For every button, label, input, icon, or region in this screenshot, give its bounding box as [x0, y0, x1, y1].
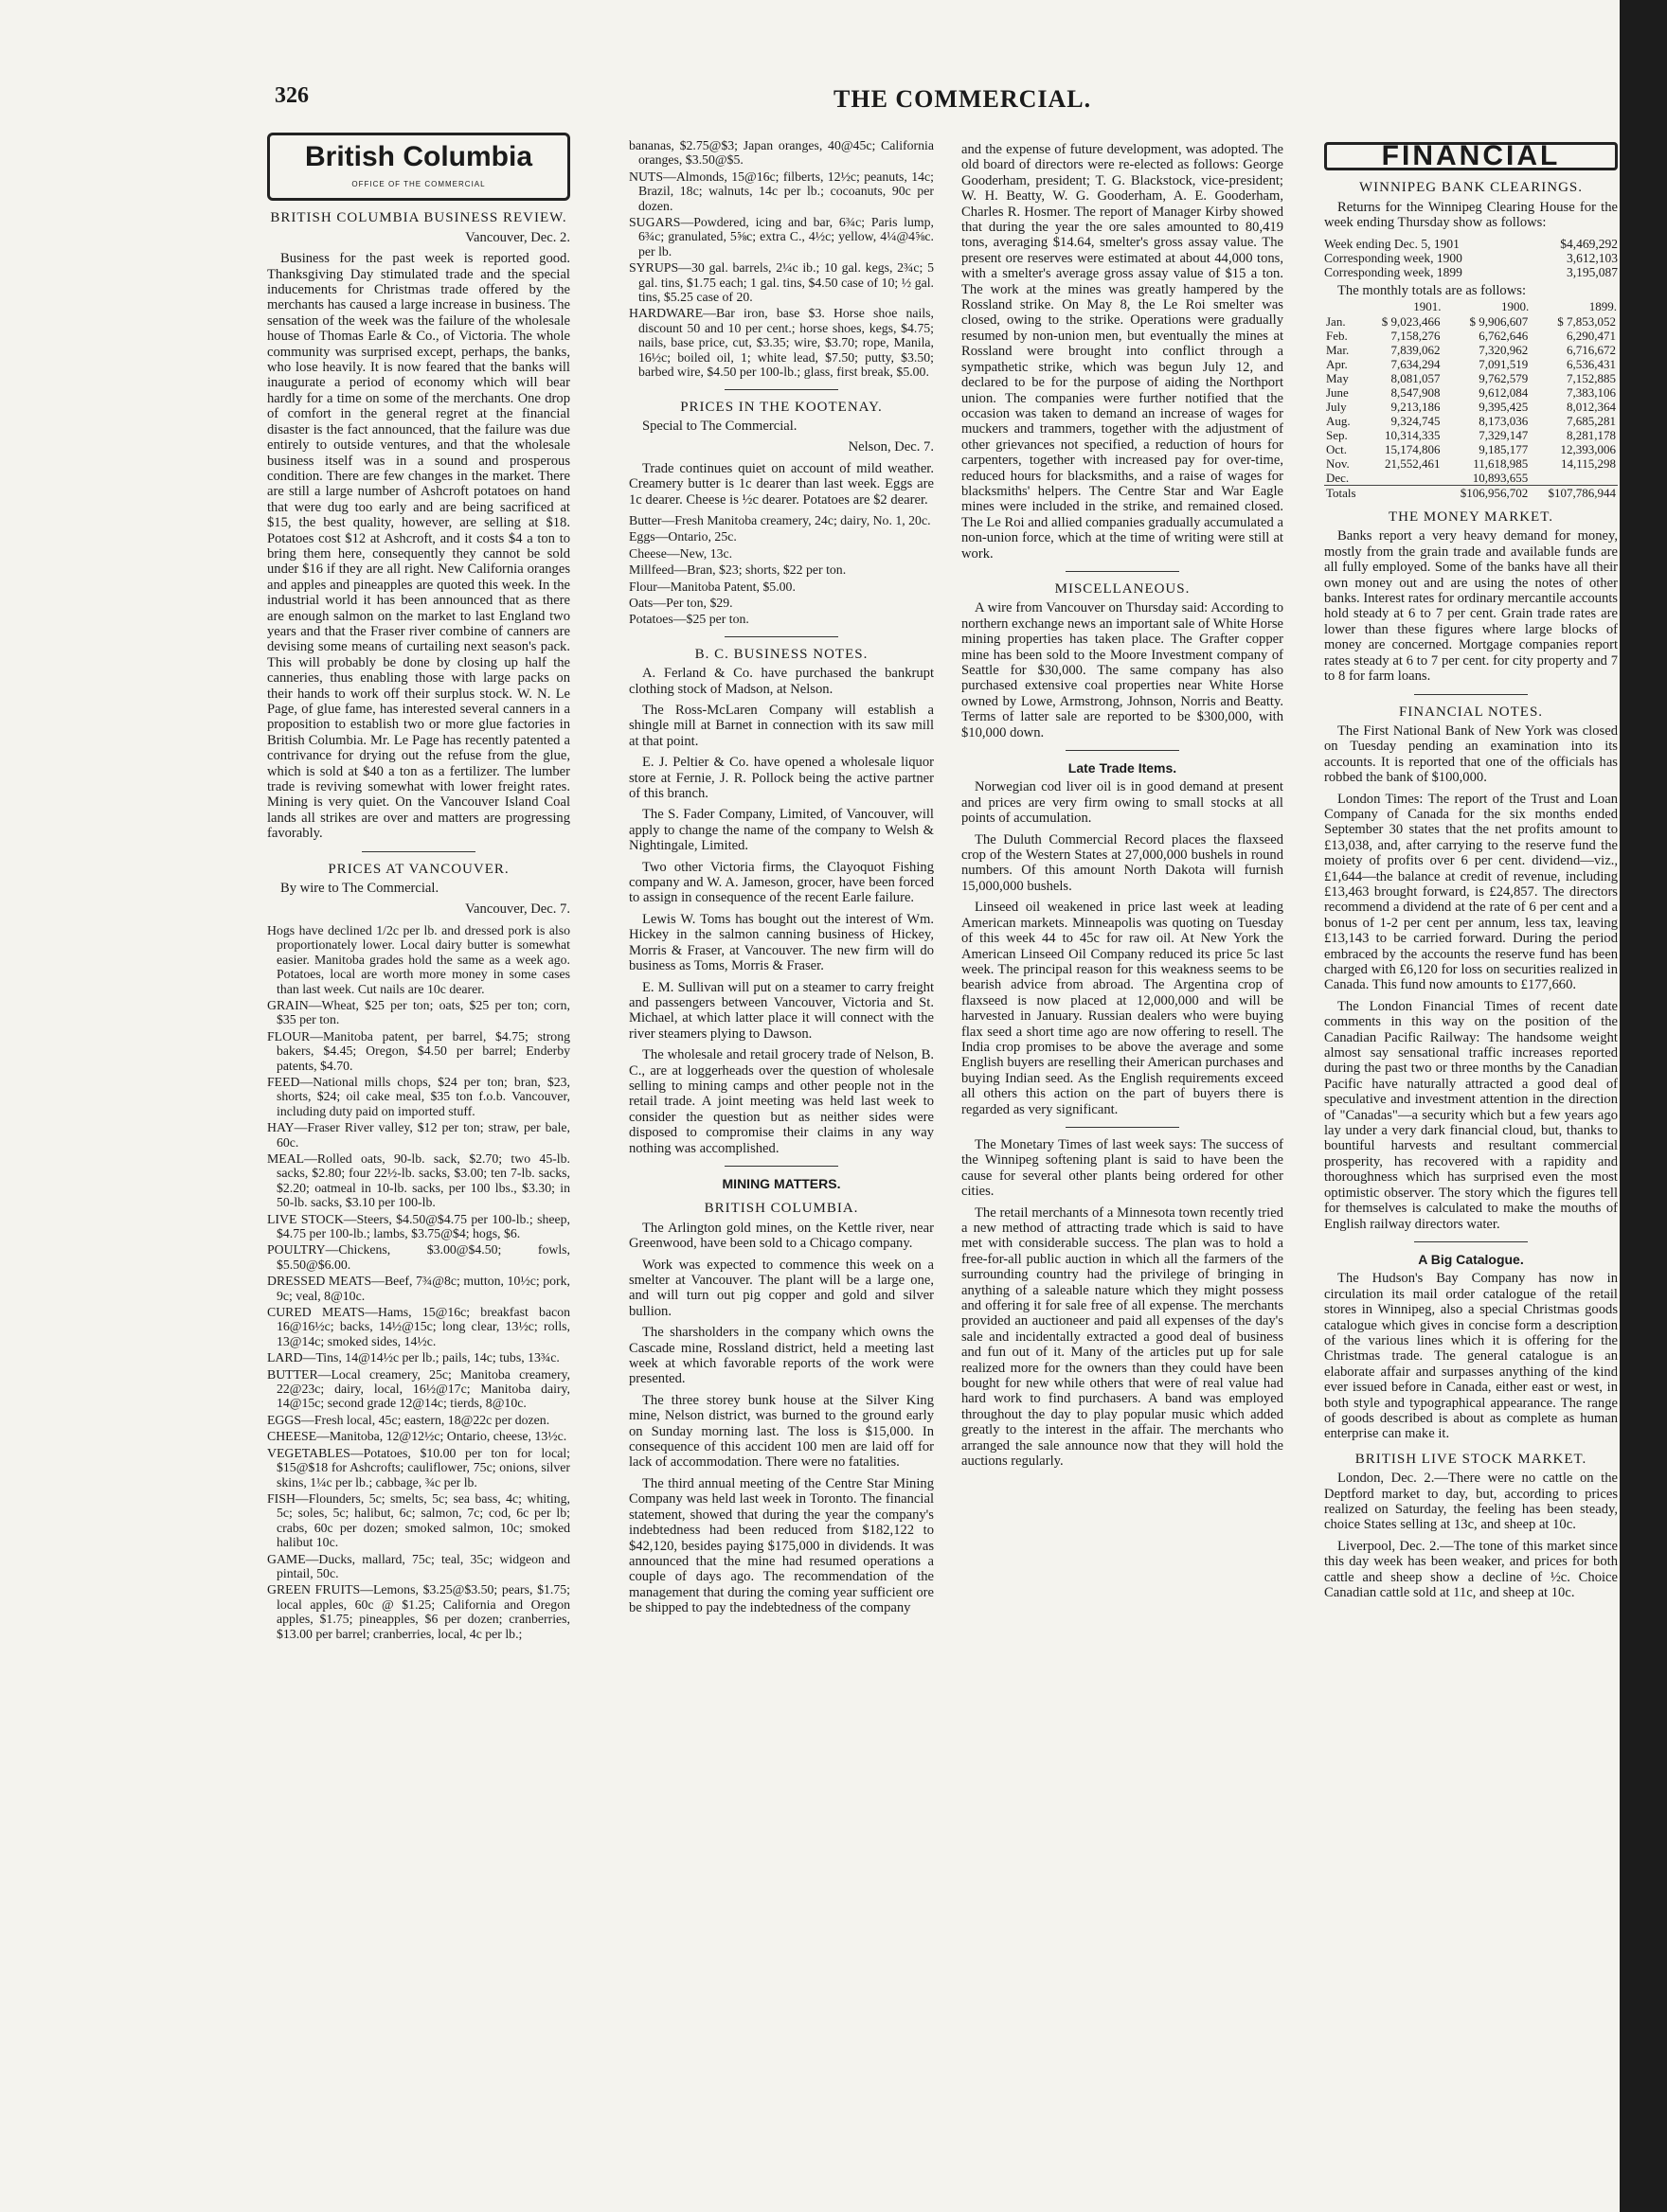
- live-stock-item: London, Dec. 2.—There were no cattle on the Deptford market to day, but, according to prices realized on Saturday, the feeling has been steady, choice States selling at 13c, and sheep at 10c.: [1324, 1471, 1618, 1533]
- business-note: A. Ferland & Co. have purchased the bankrupt clothing stock of Madson, at Nelson.: [629, 666, 934, 697]
- bc-business-notes-title: B. C. BUSINESS NOTES.: [694, 646, 869, 662]
- value-1901: 10,314,335: [1384, 428, 1441, 443]
- table-row: [1324, 265, 1618, 279]
- mining-item: The third annual meeting of the Centre Star Mining Company was held last week in Toronto. The financial statement, showed that during the year the company's indebtedness had been reduced from $182,122 to $42,120, besides paying $175,000 in dividends. It was announced that the mine had resumed operations a couple of days ago. The recommendation of the management that during the coming year sufficient ore be shipped to pay the indebtedness of the company: [629, 1475, 934, 1616]
- vancouver-price-list-continued: [629, 138, 934, 380]
- price-item: GAME—Ducks, mallard, 75c; teal, 35c; widgeon and pintail, 50c.: [267, 1551, 570, 1580]
- kootenay-price-list: [629, 513, 934, 627]
- column-4: [1324, 133, 1618, 1606]
- value-1901: 8,081,057: [1390, 371, 1441, 386]
- miscellaneous-title: MISCELLANEOUS.: [1054, 580, 1191, 597]
- table-row: [1324, 371, 1618, 385]
- price-item: EGGS—Fresh local, 45c; eastern, 18@22c per dozen.: [267, 1412, 550, 1427]
- table-header-row: [1324, 298, 1618, 314]
- price-item: Oats—Per ton, $29.: [629, 595, 733, 610]
- vancouver-prices-title: PRICES AT VANCOUVER.: [328, 861, 510, 877]
- price-item: FLOUR—Manitoba patent, per barrel, $4.75; strong bakers, $4.45; Oregon, $4.50 per barrel; Enderby patents, $4.70.: [267, 1028, 570, 1073]
- page-number: 326: [275, 83, 309, 108]
- table-row: [1324, 471, 1618, 486]
- divider: [1414, 694, 1528, 695]
- price-item: SUGARS—Powdered, icing and bar, 6¾c; Paris lump, 6¾c; granulated, 5⅝c; extra C., 4½c; yellow, 4¼@4⅝c. per lb.: [629, 215, 934, 259]
- kootenay-text: Trade continues quiet on account of mild weather. Creamery butter is 1c dearer than last week. Eggs are 1c dearer. Cheese is ½c dearer. Potatoes are $2 dearer.: [629, 460, 934, 508]
- blank-header: [1324, 298, 1366, 314]
- table-row: [1324, 237, 1618, 251]
- price-item: POULTRY—Chickens, $3.00@$4.50; fowls, $5.50@$6.00.: [267, 1242, 570, 1272]
- week-value: $4,469,292: [1560, 236, 1618, 251]
- business-note: The Ross-McLaren Company will establish a shingle mill at Barnet in connection with its saw mill at that point.: [629, 703, 934, 749]
- table-row: [1324, 442, 1618, 456]
- month: Jan.: [1326, 314, 1346, 330]
- live-stock-item: Liverpool, Dec. 2.—The tone of this market since this day week has been weaker, and prices for both cattle and sheep show a decline of ½c. Choice Canadian cattle sold at 11c, and sheep at 10c.: [1324, 1538, 1618, 1601]
- scan-border: [1620, 0, 1667, 2212]
- monetary-times-item: The Monetary Times of last week says: The success of the Winnipeg softening plant is said to have been the cause for several other plants being ordered for other cities.: [961, 1136, 1283, 1200]
- late-trade-item: The Duluth Commercial Record places the flaxseed crop of the Western States at 27,000,000 bushels in round numbers. Of this amount North Dakota will furnish 15,000,000 bushels.: [961, 831, 1283, 894]
- value-1900: 7,320,962: [1479, 343, 1529, 358]
- value-1901: 7,634,294: [1390, 357, 1441, 372]
- month: Apr.: [1326, 357, 1348, 372]
- price-item: NUTS—Almonds, 15@16c; filberts, 12½c; peanuts, 14c; Brazil, 18c; walnuts, 14c per lb.; cocoanuts, 90c per dozen.: [629, 169, 934, 213]
- value-1901: 15,174,806: [1384, 442, 1441, 457]
- mining-item: Work was expected to commence this week on a smelter at Vancouver. The plant will be a large one, and will turn out pig copper and gold and silver bullion.: [629, 1257, 934, 1319]
- total-1900: $106,956,702: [1442, 486, 1530, 501]
- price-item: Eggs—Ontario, 25c.: [629, 529, 737, 544]
- table-row: [1324, 456, 1618, 471]
- year-header: 1899.: [1588, 299, 1617, 314]
- kootenay-prices-title: PRICES IN THE KOOTENAY.: [680, 399, 883, 415]
- value-1899: 6,290,471: [1567, 329, 1616, 344]
- value-1901: 9,324,745: [1390, 414, 1441, 429]
- column-3: [961, 142, 1283, 1475]
- week-value: 3,195,087: [1567, 264, 1618, 279]
- week-label: Corresponding week, 1900: [1324, 250, 1462, 265]
- british-columbia-heading-box: [267, 133, 570, 201]
- year-header: 1900.: [1500, 299, 1530, 314]
- value-1899: 8,012,364: [1567, 400, 1616, 415]
- value-1900: $ 9,906,607: [1469, 314, 1529, 330]
- month: Nov.: [1326, 456, 1350, 472]
- misc-item: A wire from Vancouver on Thursday said: According to northern exchange news an important sale of White Horse mining properties has taken place. The Grafter copper mine has been sold to the Moore Investment company of Seattle for $30,000. The same company has also purchased extensive coal properties near White Horse owned by Lowe, Armstrong, Johnson, Norris and Beatty. Terms of latter sale are reported to be $300,000, with $10,000 down.: [961, 600, 1283, 740]
- value-1901: 21,552,461: [1384, 456, 1441, 472]
- divider: [1066, 750, 1179, 751]
- financial-note: The London Financial Times of recent date comments in this way on the position of the Canadian Pacific Railway: The handsome weight almost say sensational traffic increases reported during the past two or three months by the Canadian Pacific have naturally attracted a good deal of speculative and investment attention in the direction of "Canadas"—a security which but a few years ago lay under a very dark financial cloud, but, thanks to bountiful harvests and resultant commercial prosperity, has recovered with a rapidity and thoroughness which has surprised even the most optimistic observer. The story which the figures tell for themselves is calculated to make the mouths of English railway directors water.: [1324, 998, 1618, 1232]
- financial-heading: FINANCIAL: [1324, 142, 1618, 170]
- month: Feb.: [1326, 329, 1348, 344]
- month: Mar.: [1326, 343, 1350, 358]
- bc-review-dateline: Vancouver, Dec. 2.: [465, 229, 570, 245]
- value-1900: 9,185,177: [1479, 442, 1529, 457]
- live-stock-title: BRITISH LIVE STOCK MARKET.: [1354, 1451, 1587, 1467]
- totals-label: Totals: [1324, 486, 1366, 501]
- money-market-title: THE MONEY MARKET.: [1388, 509, 1554, 526]
- price-item: Potatoes—$25 per ton.: [629, 612, 749, 627]
- late-trade-item: Linseed oil weakened in price last week at leading American markets. Minneapolis was quoting on Tuesday of this week 44 to 45c for raw oil. At New York the American Linseed Oil Company reduced its price 5c last week. The principal reason for this weakness seems to be bearish advice from abroad. The Argentina crop of flaxseed is now placed at 12,000,000 and will be harvested in January. Russian dealers who were buying flax seed a short time ago are now offering to resell. The India crop promises to be above the average and some English buyers are reselling their American purchases and buying Indian seed. As the English requirements exceed all others this action on the part of buyers there is regarded as very significant.: [961, 900, 1283, 1117]
- business-note: Lewis W. Toms has bought out the interest of Wm. Hickey in the salmon canning business of Hickey, Morris & Fraser, at Vancouver. The new firm will do business as Toms, Morris & Fraser.: [629, 911, 934, 974]
- price-item: FEED—National mills chops, $24 per ton; bran, $23, shorts, $24; oil cake meal, $35 ton f.o.b. Vancouver, including duty paid on imported stuff.: [267, 1074, 570, 1118]
- mining-item: The sharsholders in the company which owns the Cascade mine, Rossland district, held a meeting last week at which favorable reports of the work were presented.: [629, 1325, 934, 1387]
- wire-credit: By wire to The Commercial.: [280, 881, 439, 897]
- month: June: [1326, 385, 1349, 401]
- price-item: CURED MEATS—Hams, 15@16c; breakfast bacon 16@16½c; backs, 14½@15c; long clear, 13½c; rolls, 13@14c; smoked sides, 14½c.: [267, 1305, 570, 1348]
- value-1899: 14,115,298: [1560, 456, 1616, 472]
- column-1: [267, 133, 570, 1643]
- table-row: [1324, 414, 1618, 428]
- price-item: LIVE STOCK—Steers, $4.50@$4.75 per 100-lb.; sheep, $4.75 per 100-lb.; lambs, $3.75@$4; hogs, $6.: [267, 1211, 570, 1240]
- monthly-clearings-table: [1324, 298, 1618, 500]
- price-item: CHEESE—Manitoba, 12@12½c; Ontario, cheese, 13½c.: [267, 1429, 567, 1444]
- price-item: HARDWARE—Bar iron, base $3. Horse shoe nails, discount 50 and 10 per cent.; horse shoes, kegs, $4.75; nails, base price, cut, $3.35; wire, $3.70; rope, Manila, 16½c; boiled oil, 1; white lead, $7.50; putty, $3.50; barbed wire, $4.50 per 100-lb.; glass, first break, $5.00.: [629, 306, 934, 380]
- month: Oct.: [1326, 442, 1348, 457]
- value-1900: 10,893,655: [1472, 471, 1529, 486]
- price-item: SYRUPS—30 gal. barrels, 2¼c ib.; 10 gal. kegs, 2¾c; 5 gal. tins, $1.75 each; 1 gal. tins, $4.50 case of 10; ½ gal. tins, $5.25 case of 20.: [629, 260, 934, 305]
- month: Dec.: [1326, 471, 1350, 486]
- week-label: Week ending Dec. 5, 1901: [1324, 236, 1460, 251]
- vancouver-price-list: [267, 923, 570, 1641]
- price-item: DRESSED MEATS—Beef, 7¾@8c; mutton, 10½c; pork, 9c; veal, 8@10c.: [267, 1274, 570, 1303]
- value-1899: $ 7,853,052: [1557, 314, 1616, 330]
- price-item: FISH—Flounders, 5c; smelts, 5c; sea bass, 4c; whiting, 5c; soles, 5c; halibut, 6c; salmon, 7c; cod, 6c per lb; crabs, 60c per dozen; smoked salmon, 10c; smoked halibut 10c.: [267, 1490, 570, 1550]
- value-1899: 6,536,431: [1567, 357, 1616, 372]
- value-1900: 6,762,646: [1479, 329, 1529, 344]
- bc-review-title: BRITISH COLUMBIA BUSINESS REVIEW.: [270, 210, 567, 226]
- divider: [725, 636, 838, 637]
- british-columbia-heading: British Columbia: [304, 141, 532, 172]
- big-catalogue-title: A Big Catalogue.: [1418, 1251, 1524, 1267]
- weekly-clearings-table: [1324, 237, 1618, 279]
- late-trade-items-title: Late Trade Items.: [1067, 760, 1177, 776]
- total-1901: [1366, 486, 1443, 501]
- value-1900: 7,091,519: [1479, 357, 1529, 372]
- price-item: Flour—Manitoba Patent, $5.00.: [629, 579, 796, 594]
- value-1901: 7,839,062: [1390, 343, 1441, 358]
- table-row: [1324, 251, 1618, 265]
- value-1899: 7,152,885: [1567, 371, 1616, 386]
- week-value: 3,612,103: [1567, 250, 1618, 265]
- divider: [725, 1166, 838, 1167]
- value-1899: 7,685,281: [1567, 414, 1616, 429]
- business-note: E. J. Peltier & Co. have opened a wholesale liquor store at Fernie, J. R. Pollock being the active partner of this branch.: [629, 755, 934, 802]
- divider: [725, 389, 838, 390]
- mining-item-continued: and the expense of future development, was adopted. The old board of directors were re-elected as follows: George Gooderham, president; T. G. Blackstock, vice-president; W. H. Beatty, W. G. Gooderham, A. E. Gooderham, Charles R. Hosmer. The report of Manager Kirby showed that during the year the ore sales amounted to 80,419 tons, averaging $14.64, smelter's gross assay value. The present ore reserves were estimated at about 44,000 tons, with a smelter's average gross assay value of $15 a ton. The work at the mines was greatly hampered by the Rossland strike. On May 8, the Le Roi smelter was closed, owing to the strike. Operations were gradually resumed by non-union men, but eventually the mines at Rossland were brought into conflict through a sympathetic strike, which was begun July 12, and declared to be for the purpose of aiding the Northport union. The companies were further notified that the occasion was taken to demand an increase of wages for muckers and trammers, together with the adjustment of other grievances not specified, a reduction of hours for carpenters, together with increased pay for over-time, reduced hours for blacksmiths, and a raise of wages for blacksmiths' helpers. The Centre Star and War Eagle mines were included in the strike, and remained closed. The Le Roi and allied companies gradually accumulated a non-union force, which at the time of writing were still at work.: [961, 142, 1283, 562]
- kootenay-dateline: Nelson, Dec. 7.: [848, 439, 934, 455]
- business-note: E. M. Sullivan will put on a steamer to carry freight and passengers between Vancouver, Victoria and St. Michael, at which latter place it will connect with the river steamers plying to Dawson.: [629, 979, 934, 1042]
- price-item: GRAIN—Wheat, $25 per ton; oats, $25 per ton; corn, $35 per ton.: [267, 997, 570, 1027]
- bank-clearings-title: WINNIPEG BANK CLEARINGS.: [1358, 180, 1584, 196]
- late-trade-item: Norwegian cod liver oil is in good demand at present and prices are very firm owing to small stocks at all points of accumulation.: [961, 779, 1283, 827]
- price-item: BUTTER—Local creamery, 25c; Manitoba creamery, 22@23c; dairy, local, 16½@17c; Manitoba dairy, 14@15c; second grade 12@14c; tierds, 8@10c.: [267, 1366, 570, 1411]
- money-market-text: Banks report a very heavy demand for money, mostly from the grain trade and available funds are all fully employed. Some of the banks have all their own money out and are using the notes of other banks. Interest rates for ordinary mercantile accounts hold steady at 6 to 7 per cent. Grain trade rates are lower than these figures where large blocks of money are concerned. Mortgage companies report rates steady at 6 to 7 per cent. for city property and 7 to 8 for farm loans.: [1324, 528, 1618, 685]
- value-1901: 9,213,186: [1390, 400, 1441, 415]
- table-row: [1324, 385, 1618, 400]
- financial-note: The First National Bank of New York was closed on Tuesday pending an examination into its accounts. It is reported that one of the officials has robbed the bank of $100,000.: [1324, 722, 1618, 786]
- value-1900: 7,329,147: [1479, 428, 1529, 443]
- table-row: [1324, 428, 1618, 442]
- value-1899: 12,393,006: [1560, 442, 1616, 457]
- price-item: GREEN FRUITS—Lemons, $3.25@$3.50; pears, $1.75; local apples, 60c @ $1.25; California and Oregon apples, $1.75; pineapples, $6 per dozen; cranberries, $13.00 per barrel; cranberries, local, 4c per lb.;: [267, 1582, 570, 1641]
- table-row: [1324, 400, 1618, 414]
- mining-item: The Arlington gold mines, on the Kettle river, near Greenwood, have been sold to a Chicago company.: [629, 1220, 934, 1252]
- value-1901: [1366, 471, 1443, 486]
- business-note: The S. Fader Company, Limited, of Vancouver, will apply to change the name of the company to Welsh & Nightingale, Limited.: [629, 807, 934, 854]
- value-1901: 8,547,908: [1390, 385, 1441, 401]
- table-row: [1324, 314, 1618, 329]
- price-item: Hogs have declined 1/2c per lb. and dressed pork is also proportionately lower. Local dairy butter is somewhat easier. Manitoba grades hold the same as a week ago. Potatoes, local are worth more money in some cases than last week. Cut nails are 10c dearer.: [267, 922, 570, 996]
- business-note: Two other Victoria firms, the Clayoquot Fishing company and W. A. Jameson, grocer, have been forced to assign in consequence of the recent Earle failure.: [629, 859, 934, 906]
- divider: [1066, 1127, 1179, 1128]
- clearings-intro: Returns for the Winnipeg Clearing House for the week ending Thursday show as follows:: [1324, 199, 1618, 231]
- price-item: Cheese—New, 13c.: [629, 545, 733, 561]
- value-1900: 11,618,985: [1473, 456, 1529, 472]
- month: July: [1326, 400, 1347, 415]
- monetary-times-item: The retail merchants of a Minnesota town recently tried a new method of attracting trade which is said to have met with considerable success. The plan was to hold a free-for-all public auction in which all the farmers of the surrounding country had the privilege of bringing in anything of a saleable nature which they might possess and offering it for sale free of all expense. The merchants provided an auctioneer and paid all expenses of the day's sale and incidentally extracted a good deal of business and fun out of it. Many of the articles put up for sale realized more for the owners than they could have been bought for new while others that were of real value had hard work to find purchasers. A band was employed throughout the day to play popular music which added greatly to the interest in the affair. The merchants who arranged the sale announce now that they will hold the auctions regularly.: [961, 1204, 1283, 1470]
- price-item: bananas, $2.75@$3; Japan oranges, 40@45c; California oranges, $3.50@$5.: [629, 138, 934, 168]
- publication-title: THE COMMERCIAL.: [834, 85, 1092, 113]
- month: Sep.: [1326, 428, 1348, 443]
- value-1900: 9,395,425: [1479, 400, 1529, 415]
- vancouver-prices-dateline: Vancouver, Dec. 7.: [465, 901, 570, 918]
- month: Aug.: [1326, 414, 1351, 429]
- mining-subtitle: BRITISH COLUMBIA.: [704, 1201, 859, 1217]
- table-row: [1324, 357, 1618, 371]
- price-item: Millfeed—Bran, $23; shorts, $22 per ton.: [629, 562, 847, 578]
- office-subheading: OFFICE OF THE COMMERCIAL: [351, 180, 486, 188]
- special-credit: Special to The Commercial.: [642, 418, 798, 434]
- value-1900: 8,173,036: [1479, 414, 1529, 429]
- year-header: 1901.: [1413, 299, 1442, 314]
- divider: [1066, 571, 1179, 572]
- table-row: [1324, 329, 1618, 343]
- value-1899: 7,383,106: [1567, 385, 1616, 401]
- column-2: [629, 138, 934, 1622]
- mining-matters-title: MINING MATTERS.: [722, 1175, 841, 1191]
- price-item: HAY—Fraser River valley, $12 per ton; straw, per bale, 60c.: [267, 1120, 570, 1150]
- divider: [1414, 1241, 1528, 1242]
- financial-note: London Times: The report of the Trust and Loan Company of Canada for the six months ended September 30 states that the net profits amount to £13,038, and, after carrying to the reserve fund the moiety of profits over 6 per cent. dividend—viz., £1,644—the balance at credit of revenue, including £13,463 brought forward, is £24,857. The directors recommend a dividend at the rate of 6 per cent and a bonus of 1-2 per cent per annum, less tax, leaving £13,143 to be carried forward. During the period embraced by the accounts the reserve fund has been charged with £6,120 for loss on securities realized in Canada. This fund now amounts to £177,660.: [1324, 791, 1618, 993]
- value-1900: 9,762,579: [1479, 371, 1529, 386]
- month: May: [1326, 371, 1349, 386]
- mining-item: The three storey bunk house at the Silver King mine, Nelson district, was burned to the ground early on Sunday morning last. The loss is $15,000. In consequence of this accident 100 men are laid off for lack of accommodation. There were no fatalities.: [629, 1392, 934, 1471]
- value-1899: [1530, 471, 1618, 486]
- value-1900: 9,612,084: [1479, 385, 1529, 401]
- monthly-intro: The monthly totals are as follows:: [1337, 282, 1527, 298]
- price-item: MEAL—Rolled oats, 90-lb. sack, $2.70; two 45-lb. sacks, $2.80; four 22½-lb. sacks, $3.00; ten 7-lb. sacks, $2.20; oatmeal in 10-lb. sacks, per 100 lbs., $3.30; in 50-lb. sacks, $3.10 per 100-lb.: [267, 1151, 570, 1210]
- total-1899: $107,786,944: [1530, 486, 1618, 501]
- business-note: The wholesale and retail grocery trade of Nelson, B. C., are at loggerheads over the question of wholesale selling to mining camps and other people not in the retail trade. A joint meeting was held last week to consider the question but as neither sides were disposed to compromise their claims in any way nothing was accomplished.: [629, 1047, 934, 1156]
- totals-row: [1324, 486, 1618, 501]
- price-item: Butter—Fresh Manitoba creamery, 24c; dairy, No. 1, 20c.: [629, 512, 931, 527]
- bc-review-text: Business for the past week is reported good. Thanksgiving Day stimulated trade and the special inducements for Christmas trade offered by the merchants has caused a large increase in business. The sensation of the week was the failure of the wholesale house of Thomas Earle & Co., of Victoria. The whole community was surprised except, perhaps, the banks, who lose heavily. It is now feared that the banks will inaugurate a period of economy which will bear hardly for a time on some of the merchants. One drop of comfort in the general regret at the financial disaster is the fact announced, that the failure was due entirely to outside ventures, and that the wholesale business itself was in a sound and prosperous condition. There are few changes in the market. There are still a large number of Ashcroft potatoes on hand that were dug too early and are being sacrificed at $15, the best quality, however, are selling at $18. Potatoes cost $12 at Ashcroft, and it costs $4 a ton to bring them here, consequently they cannot be sold under $16 if they are all right. New California oranges and apples and pineapples are quoted this week. In the industrial world it has been announced that as there are enough salmon on the market to last England two years and that the Fraser river combine of canners are devising some means of curtailing next season's pack. This will probably be done by closing up half the canneries, thus enabling those with large packs on their hands to work off their surplus stock. W. N. Le Page, of glue fame, has interested several canners in a proposition to establish two or more glue factories in British Columbia. Mr. Le Page has recently patented a contrivance for drying out the refuse from the glue, which is sold at $40 a ton as a fertilizer. The lumber trade is reviving somewhat with lower freight rates. Mining is very quiet. On the Vancouver Island Coal lands all strikes are over and matters are progressing favorably.: [267, 251, 570, 842]
- value-1901: 7,158,276: [1390, 329, 1441, 344]
- price-item: VEGETABLES—Potatoes, $10.00 per ton for local; $15@$18 for Ashcrofts; cauliflower, 75c; onions, silver skins, 1¼c per lb.; cabbage, ¾c per lb.: [267, 1445, 570, 1490]
- divider: [362, 851, 475, 852]
- catalogue-text: The Hudson's Bay Company has now in circulation its mail order catalogue of the retail stores in Winnipeg, also a special Christmas goods catalogue which gives in concise form a description of the various lines which it is offering for the Christmas trade. The general catalogue is an elaborate affair and surpasses anything of the kind ever issued before in Canada, either east or west, in both style and typographical appearance. The range of goods described is about as complete as human enterprise can make it.: [1324, 1271, 1618, 1442]
- table-row: [1324, 343, 1618, 357]
- value-1899: 8,281,178: [1567, 428, 1616, 443]
- value-1901: $ 9,023,466: [1381, 314, 1441, 330]
- value-1899: 6,716,672: [1567, 343, 1616, 358]
- week-label: Corresponding week, 1899: [1324, 264, 1462, 279]
- financial-notes-title: FINANCIAL NOTES.: [1398, 704, 1544, 720]
- price-item: LARD—Tins, 14@14½c per lb.; pails, 14c; tubs, 13¾c.: [267, 1350, 560, 1365]
